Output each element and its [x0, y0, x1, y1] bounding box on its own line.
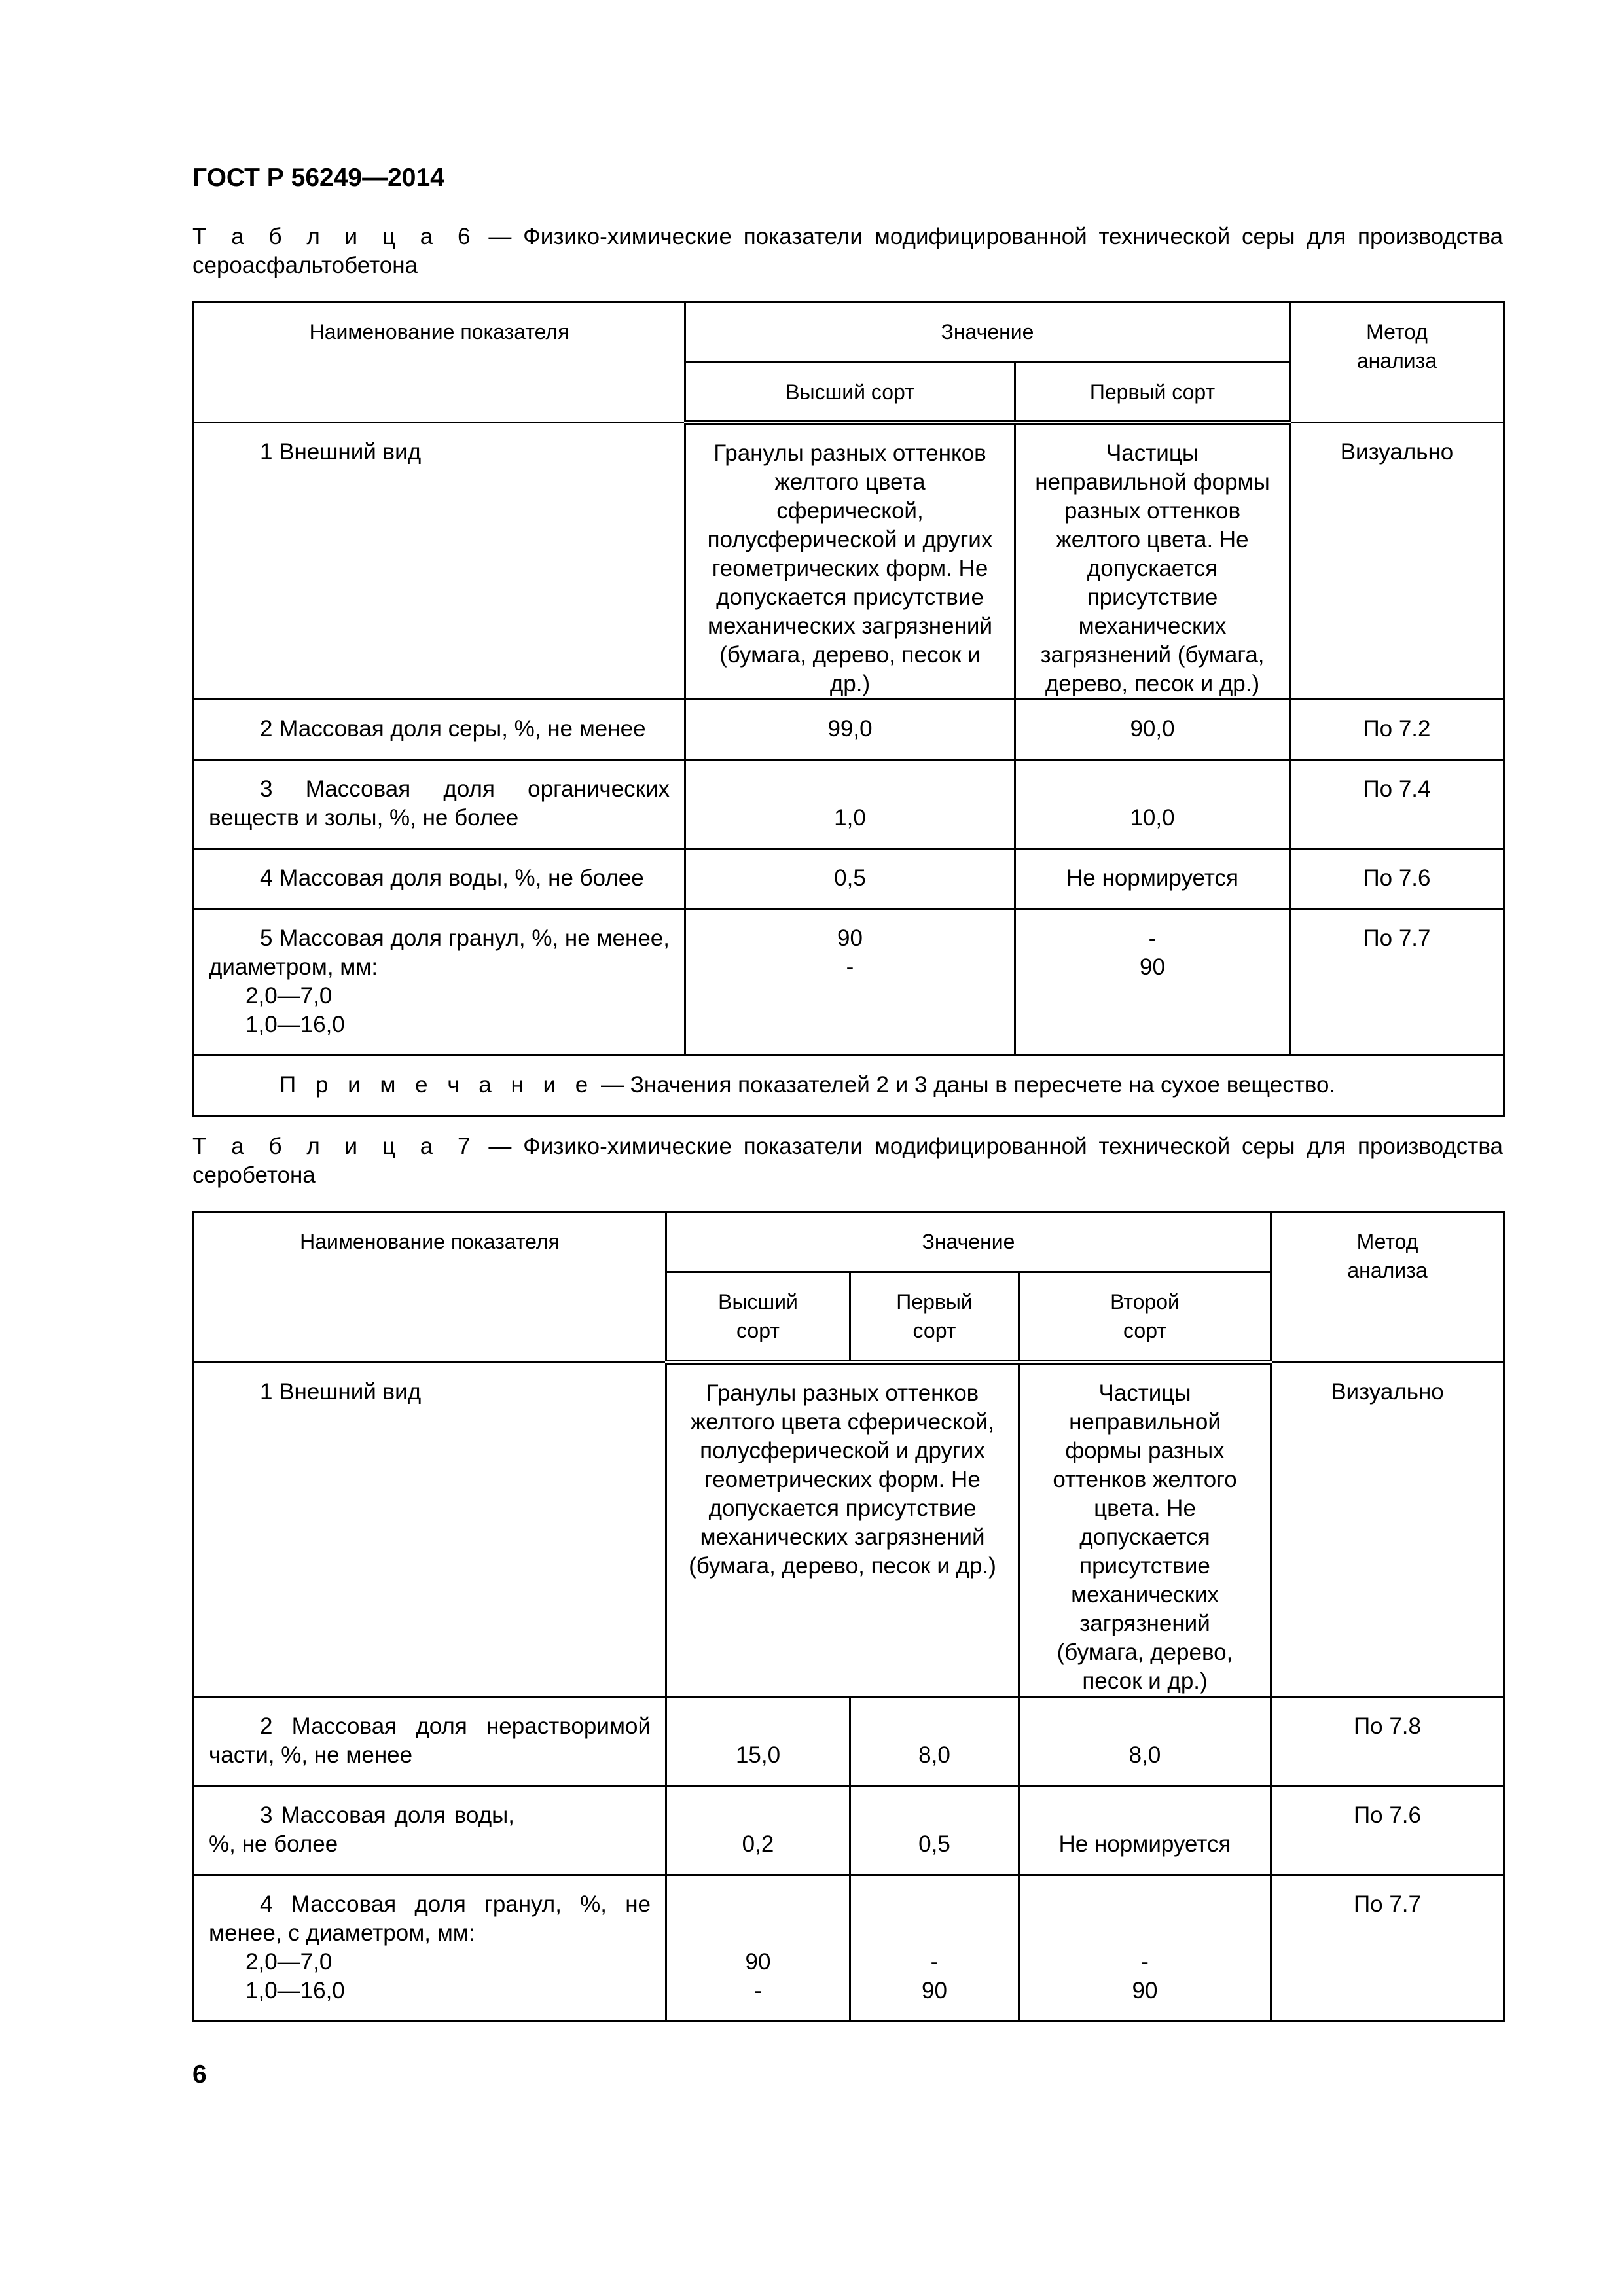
- table6-header-method: Метод анализа: [1290, 302, 1504, 423]
- table-row: 2 Массовая доля нерастворимой части, %, не менее 15,0 8,0 8,0 По 7.8: [194, 1697, 1504, 1786]
- table6-note-row: [194, 1056, 1504, 1116]
- note-text: — Значения показателей 2 и 3 даны в пересчете на сухое вещество.: [594, 1072, 1336, 1098]
- table6-caption-prefix: Т а б л и ц а 6: [192, 224, 477, 249]
- table-row: 1 Внешний вид Гранулы разных оттенков желтого цвета сферической, полусферической и других геометрических форм. Не допускается присутствие механических загрязнений (бумага, дерево, песок и др.) Частицы неправильной формы разных оттенков желтого цвета. Не допускается присутствие механических загрязнений (бумага, дерево, песок и др.) Визуально: [194, 1363, 1504, 1697]
- table7-caption-text: — Физико-химические показатели модифицированной технической серы для производства серобетона: [192, 1134, 1503, 1188]
- table6-header-grade-top: Высший сорт: [685, 363, 1015, 423]
- table7-header-indicator: Наименование показателя: [194, 1212, 666, 1363]
- table7-header-grade-top: Высший сорт: [666, 1272, 850, 1363]
- page-number: 6: [192, 2060, 207, 2089]
- table6-caption: [192, 223, 1503, 280]
- table-row: 4 Массовая доля гранул, %, не менее, с диаметром, мм: 2,0—7,0 1,0—16,0 90 - - 90 - 90 По 7.7: [194, 1875, 1504, 2022]
- table6-header-indicator: Наименование показателя: [194, 302, 685, 423]
- note-label: П р и м е ч а н и е: [280, 1072, 595, 1098]
- table-row: 5 Массовая доля гранул, %, не менее, диаметром, мм: 2,0—7,0 1,0—16,0 90 - - 90 По 7.7: [194, 909, 1504, 1056]
- table-row: 3 Массовая доля воды, %, не более 0,2 0,5 Не нормируется По 7.6: [194, 1786, 1504, 1875]
- table6-header-value: Значение: [685, 302, 1290, 363]
- table-row: 2 Массовая доля серы, %, не менее 99,0 90,0 По 7.2: [194, 700, 1504, 760]
- table7-caption-prefix: Т а б л и ц а 7: [192, 1134, 477, 1159]
- table7-caption: [192, 1132, 1503, 1190]
- table6-header-grade-first: Первый сорт: [1015, 363, 1290, 423]
- table7-header-grade-second: Второй сорт: [1019, 1272, 1271, 1363]
- table6-caption-text: — Физико-химические показатели модифицированной технической серы для производства сероасфальтобетона: [192, 224, 1503, 278]
- table7-header-method: Метод анализа: [1271, 1212, 1504, 1363]
- table6: [192, 301, 1505, 1117]
- table-row: 1 Внешний вид Гранулы разных оттенков желтого цвета сферической, полусферической и других геометрических форм. Не допускается присутствие механических загрязнений (бумага, дерево, песок и др.) Частицы неправильной формы разных оттенков желтого цвета. Не допускается присутствие механических загрязнений (бумага, дерево, песок и др.) Визуально: [194, 423, 1504, 700]
- table-row: 3 Массовая доля органических веществ и золы, %, не более 1,0 10,0 По 7.4: [194, 760, 1504, 849]
- table-row: 4 Массовая доля воды, %, не более 0,5 Не нормируется По 7.6: [194, 849, 1504, 909]
- standard-designation: ГОСТ Р 56249—2014: [192, 164, 444, 192]
- table7: [192, 1211, 1505, 2022]
- table7-header-value: Значение: [666, 1212, 1271, 1272]
- table7-header-grade-first: Первый сорт: [850, 1272, 1019, 1363]
